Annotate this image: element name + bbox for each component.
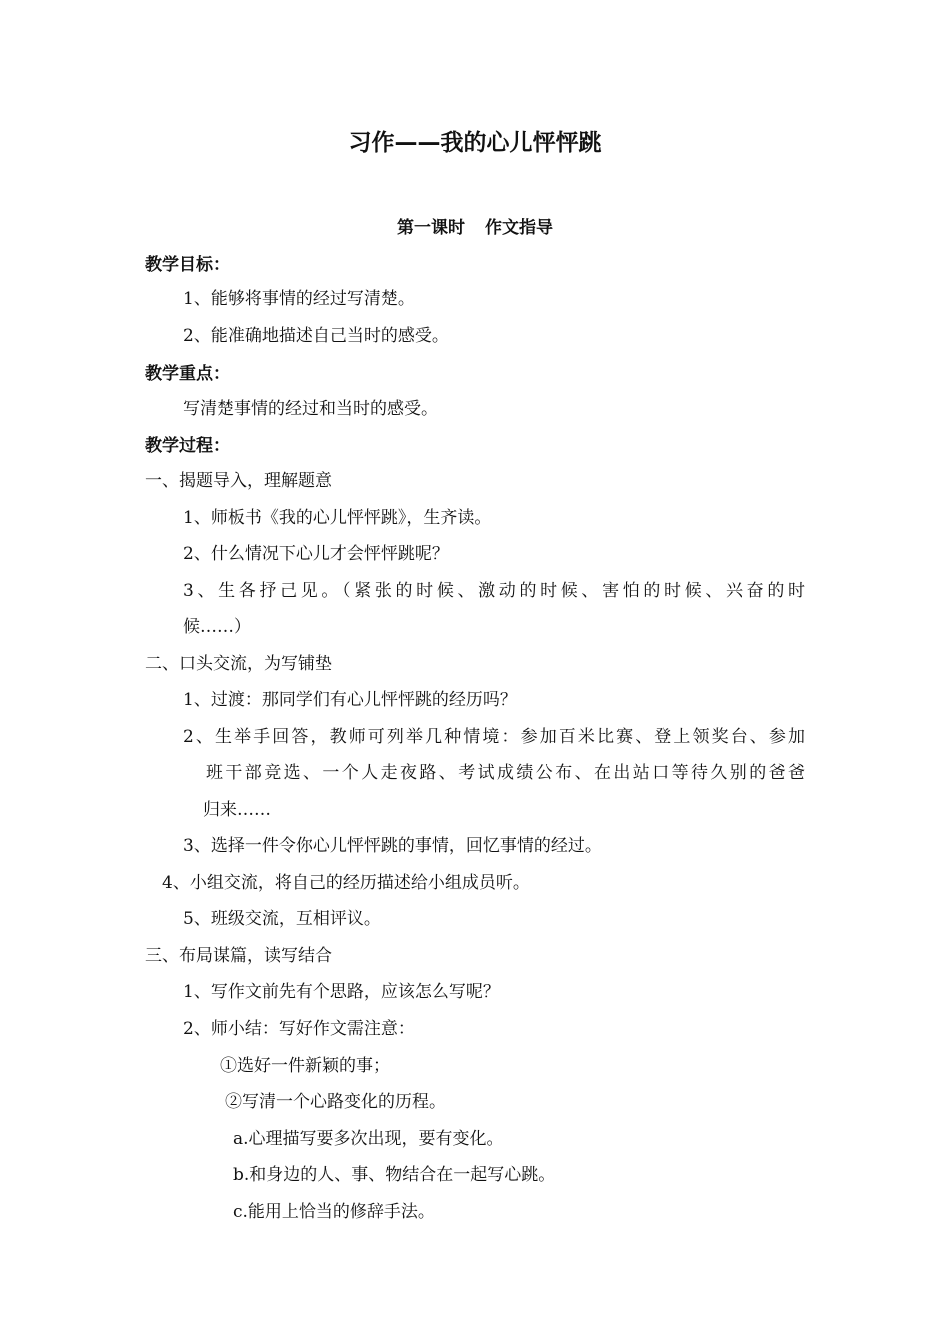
part2-item-continued: 归来…… — [203, 800, 271, 820]
part2-heading: 二、口头交流，为写铺垫 — [145, 654, 332, 674]
part2-item-continued: 班干部竞选、一个人走夜路、考试成绩公布、在出站口等待久别的爸爸 — [206, 763, 805, 783]
part2-item: 4、小组交流，将自己的经历描述给小组成员听。 — [162, 873, 530, 893]
objectives-heading: 教学目标： — [145, 255, 230, 275]
part3-subpoint: c.能用上恰当的修辞手法。 — [233, 1202, 435, 1222]
part2-item: 3、选择一件令你心儿怦怦跳的事情，回忆事情的经过。 — [183, 836, 602, 856]
objective-item: 1、能够将事情的经过写清楚。 — [183, 289, 415, 309]
part3-subpoint: b.和身边的人、事、物结合在一起写心跳。 — [233, 1165, 556, 1185]
document-title: 习作——我的心儿怦怦跳 — [348, 130, 602, 156]
part3-item: 1、写作文前先有个思路，应该怎么写呢？ — [183, 982, 500, 1002]
lesson-subtitle — [0, 216, 950, 240]
part1-item: 1、师板书《我的心儿怦怦跳》，生齐读。 — [183, 508, 492, 528]
part1-heading: 一、揭题导入，理解题意 — [145, 471, 332, 491]
lesson-label: 第一课时 — [397, 218, 465, 238]
part3-point: ①选好一件新颖的事； — [220, 1056, 390, 1076]
part1-item-continued: 候……） — [183, 617, 251, 637]
part1-item: 2、什么情况下心儿才会怦怦跳呢？ — [183, 544, 449, 564]
part2-item: 1、过渡：那同学们有心儿怦怦跳的经历吗？ — [183, 690, 517, 710]
part3-point: ②写清一个心路变化的历程。 — [225, 1092, 446, 1112]
part3-heading: 三、布局谋篇，读写结合 — [145, 946, 332, 966]
part3-item: 2、师小结：写好作文需注意： — [183, 1019, 415, 1039]
lesson-topic: 作文指导 — [485, 218, 553, 238]
part2-item: 2、生举手回答，教师可列举几种情境：参加百米比赛、登上领奖台、参加 — [183, 727, 805, 747]
key-points-text: 写清楚事情的经过和当时的感受。 — [183, 399, 438, 419]
part2-item: 5、班级交流，互相评议。 — [183, 909, 381, 929]
key-points-heading: 教学重点： — [145, 364, 230, 384]
part1-item: 3、生各抒己见。（紧张的时候、激动的时候、害怕的时候、兴奋的时 — [183, 581, 805, 601]
process-heading: 教学过程： — [145, 436, 230, 456]
part3-subpoint: a.心理描写要多次出现，要有变化。 — [233, 1129, 504, 1149]
objective-item: 2、能准确地描述自己当时的感受。 — [183, 326, 449, 346]
